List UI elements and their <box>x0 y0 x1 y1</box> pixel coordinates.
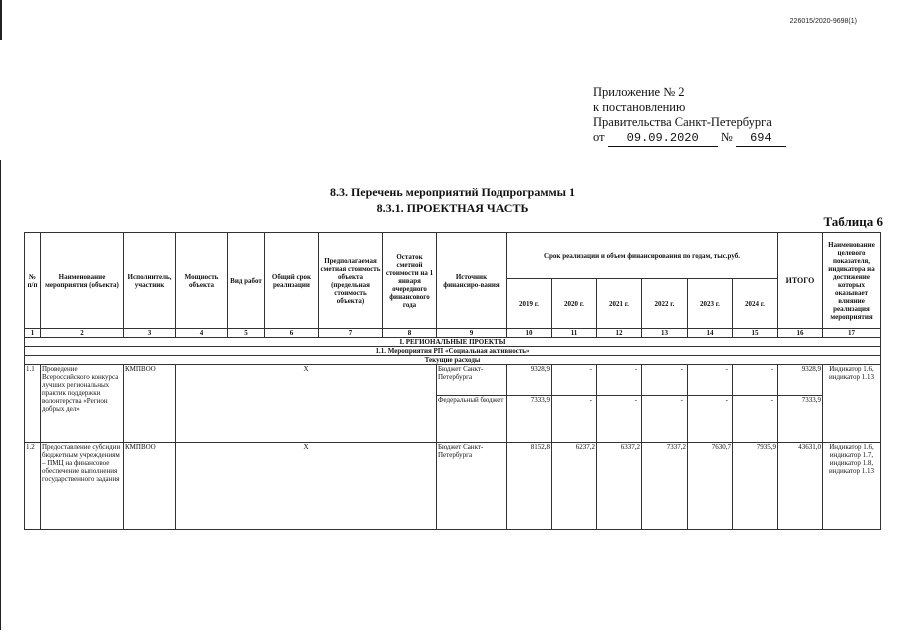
column-number: 11 <box>552 329 597 338</box>
year-value: - <box>733 396 778 443</box>
year-value: 7333,9 <box>507 396 552 443</box>
indicator: Индикатор 1.6, индикатор 1.7, индикатор 1.8, индикатор 1.13 <box>823 443 881 530</box>
decree-number: 694 <box>736 131 786 147</box>
not-applicable-mark: Х <box>176 365 437 443</box>
expense-type-heading: Текущие расходы <box>25 356 881 365</box>
year-value: - <box>733 365 778 396</box>
section-heading: I. РЕГИОНАЛЬНЫЕ ПРОЕКТЫ <box>25 338 881 347</box>
executor: КМПВОО <box>124 365 176 443</box>
column-number: 8 <box>383 329 437 338</box>
column-number: 14 <box>688 329 733 338</box>
column-number: 16 <box>778 329 823 338</box>
header-year: 2022 г. <box>642 279 688 329</box>
year-value: 7935,9 <box>733 443 778 530</box>
header-year: 2019 г. <box>507 279 552 329</box>
measure-name: Проведение Всероссийского конкурса лучших региональных практик поддержки волонтерства «Регион добрых дел» <box>41 365 124 443</box>
year-value: - <box>597 365 642 396</box>
column-number: 2 <box>41 329 124 338</box>
year-value: 8152,8 <box>507 443 552 530</box>
column-number: 1 <box>25 329 41 338</box>
indicator: Индикатор 1.6, индикатор 1.13 <box>823 365 881 443</box>
number-prefix: № <box>720 130 733 144</box>
table-label: Таблица 6 <box>823 214 883 229</box>
column-number: 12 <box>597 329 642 338</box>
year-value: 6337,2 <box>597 443 642 530</box>
column-number: 13 <box>642 329 688 338</box>
funding-source: Бюджет Санкт-Петербурга <box>437 365 507 396</box>
header-remaining-cost: Остаток сметной стоимости на 1 января очередного финансового года <box>383 233 437 329</box>
column-number: 15 <box>733 329 778 338</box>
table-row <box>25 443 881 530</box>
column-number: 17 <box>823 329 881 338</box>
header-capacity: Мощность объекта <box>176 233 228 329</box>
row-number: 1.2 <box>25 443 41 530</box>
row-number: 1.1 <box>25 365 41 443</box>
column-number: 4 <box>176 329 228 338</box>
header-num: № п/п <box>25 233 41 329</box>
column-number: 3 <box>124 329 176 338</box>
column-number: 5 <box>228 329 265 338</box>
appendix-block <box>593 85 786 147</box>
measure-name: Предоставление субсидии бюджетным учреждениям – ПМЦ на финансовое обеспечение выполнения государственного задания <box>41 443 124 530</box>
scan-edge-mark <box>0 160 1 630</box>
subsection-heading: 1.1. Мероприятия РП «Социальная активность» <box>25 347 881 356</box>
column-number: 6 <box>265 329 319 338</box>
header-years-group: Срок реализации и объем финансирования по годам, тыс.руб. <box>507 233 778 279</box>
column-number: 9 <box>437 329 507 338</box>
executor: КМПВОО <box>124 443 176 530</box>
header-year: 2024 г. <box>733 279 778 329</box>
year-value: - <box>642 396 688 443</box>
document-number: 226015/2020-9698(1) <box>789 18 857 25</box>
total-value: 43631,0 <box>778 443 823 530</box>
funding-source: Бюджет Санкт-Петербурга <box>437 443 507 530</box>
appendix-line: Правительства Санкт-Петербурга <box>593 115 772 129</box>
year-value: - <box>642 365 688 396</box>
header-year: 2021 г. <box>597 279 642 329</box>
appendix-date-line <box>593 130 786 147</box>
not-applicable-mark: Х <box>176 443 437 530</box>
funding-source: Федеральный бюджет <box>437 396 507 443</box>
year-value: - <box>552 396 597 443</box>
year-value: 7337,2 <box>642 443 688 530</box>
year-value: - <box>688 396 733 443</box>
column-number: 10 <box>507 329 552 338</box>
measures-table <box>24 232 881 530</box>
decree-date: 09.09.2020 <box>608 131 718 147</box>
header-indicator: Наименование целевого показателя, индикатора на достижение которых оказывает влияние реализация мероприятия <box>823 233 881 329</box>
header-period: Общий срок реализации <box>265 233 319 329</box>
page-title: 8.3. Перечень мероприятий Подпрограммы 1 <box>329 185 576 199</box>
column-number: 7 <box>319 329 383 338</box>
year-value: - <box>552 365 597 396</box>
scan-edge-mark <box>0 0 2 40</box>
page-subtitle: 8.3.1. ПРОЕКТНАЯ ЧАСТЬ <box>376 201 529 215</box>
table-row <box>25 365 881 396</box>
header-year: 2020 г. <box>552 279 597 329</box>
date-prefix: от <box>593 130 605 144</box>
header-executor: Исполнитель, участник <box>124 233 176 329</box>
header-source: Источник финансиро-вания <box>437 233 507 329</box>
year-value: - <box>688 365 733 396</box>
year-value: 9328,9 <box>507 365 552 396</box>
total-value: 9328,9 <box>778 365 823 396</box>
header-work-type: Вид работ <box>228 233 265 329</box>
appendix-line: к постановлению <box>593 100 686 114</box>
header-year: 2023 г. <box>688 279 733 329</box>
total-value: 7333,9 <box>778 396 823 443</box>
year-value: 6237,2 <box>552 443 597 530</box>
appendix-line: Приложение № 2 <box>593 85 685 99</box>
header-estimated-cost: Предполагаемая сметная стоимость объекта (предельная стоимость объекта) <box>319 233 383 329</box>
header-name: Наименование мероприятия (объекта) <box>41 233 124 329</box>
year-value: 7630,7 <box>688 443 733 530</box>
header-total: ИТОГО <box>778 233 823 329</box>
year-value: - <box>597 396 642 443</box>
